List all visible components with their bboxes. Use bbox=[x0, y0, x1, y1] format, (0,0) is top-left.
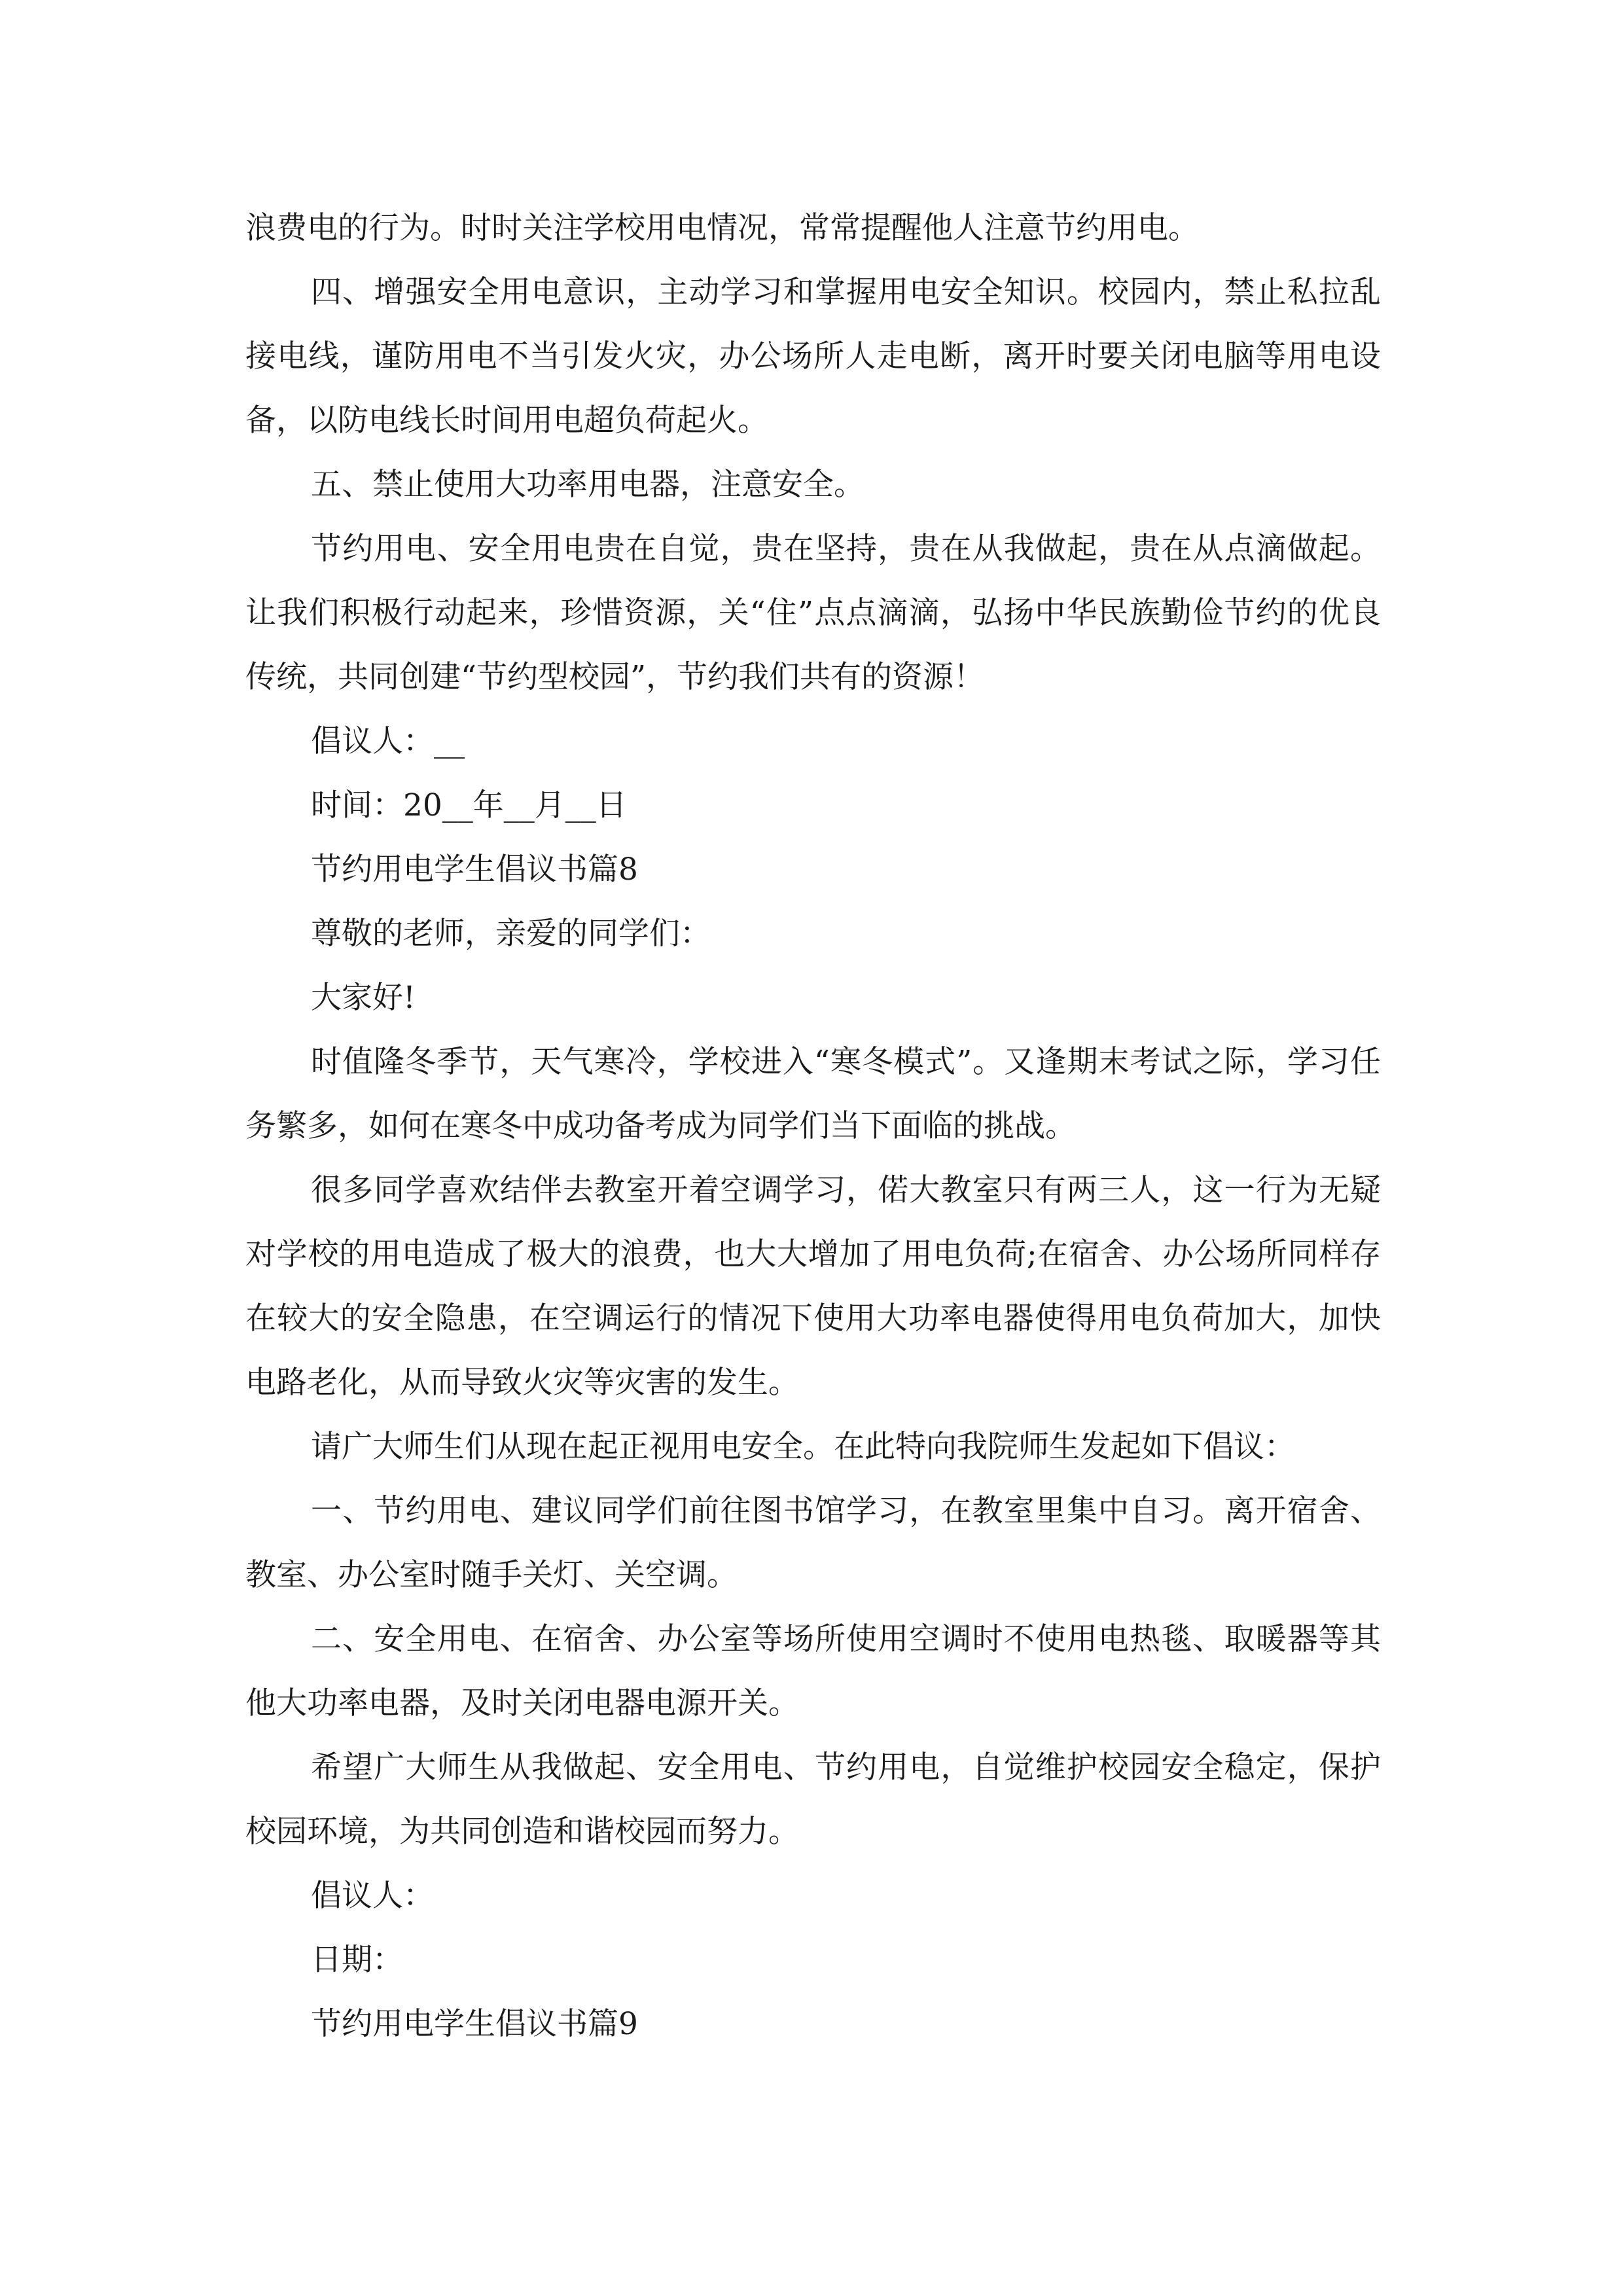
signature-date: 时间：20__年__月__日 bbox=[311, 787, 627, 823]
paragraph-item-four: 四、增强安全用电意识，主动学习和掌握用电安全知识。校园内，禁止私拉乱接电线，谨防用电不当引发火灾，办公场所人走电断，离开时要关闭电脑等用电设备，以防电线长时间用电超负荷起火。 bbox=[245, 274, 1381, 439]
paragraph-item-five: 五、禁止使用大功率用电器，注意安全。 bbox=[311, 467, 865, 503]
paragraph-hope: 希望广大师生从我做起、安全用电、节约用电，自觉维护校园安全稳定，保护校园环境，为共同创造和谐校园而努力。 bbox=[245, 1749, 1381, 1850]
salutation: 尊敬的老师，亲爱的同学们： bbox=[311, 916, 711, 952]
section-heading-8: 节约用电学生倡议书篇8 bbox=[311, 852, 638, 888]
paragraph-closing-appeal: 节约用电、安全用电贵在自觉，贵在坚持，贵在从我做起，贵在从点滴做起。让我们积极行动起来，珍惜资源，关“住”点点滴滴，弘扬中华民族勤俭节约的优良传统，共同创建“节约型校园”，节约我们共有的资源！ bbox=[245, 531, 1381, 695]
paragraph-continuation: 浪费电的行为。时时关注学校用电情况，常常提醒他人注意节约用电。 bbox=[245, 210, 1199, 246]
signature-proposer-2: 倡议人： bbox=[311, 1878, 434, 1914]
signature-date-2: 日期： bbox=[311, 1942, 403, 1978]
paragraph-item-two: 二、安全用电、在宿舍、办公室等场所使用空调时不使用电热毯、取暖器等其他大功率电器，及时关闭电器电源开关。 bbox=[245, 1621, 1381, 1721]
section-heading-9: 节约用电学生倡议书篇9 bbox=[311, 2006, 638, 2042]
paragraph-item-one: 一、节约用电、建议同学们前往图书馆学习，在教室里集中自习。离开宿舍、教室、办公室时随手关灯、关空调。 bbox=[245, 1493, 1381, 1593]
paragraph-problem: 很多同学喜欢结伴去教室开着空调学习，偌大教室只有两三人，这一行为无疑对学校的用电造成了极大的浪费，也大大增加了用电负荷;在宿舍、办公场所同样存在较大的安全隐患，在空调运行的情况下使用大功率电器使得用电负荷加大，加快电路老化，从而导致火灾等灾害的发生。 bbox=[245, 1172, 1381, 1401]
greeting: 大家好! bbox=[311, 980, 416, 1016]
paragraph-intro: 时值隆冬季节，天气寒冷，学校进入“寒冬模式”。又逢期末考试之际，学习任务繁多，如何在寒冬中成功备考成为同学们当下面临的挑战。 bbox=[245, 1044, 1381, 1144]
paragraph-proposal-lead: 请广大师生们从现在起正视用电安全。在此特向我院师生发起如下倡议： bbox=[311, 1429, 1295, 1465]
document-page bbox=[245, 196, 1381, 2056]
signature-proposer: 倡议人：__ bbox=[311, 723, 465, 759]
